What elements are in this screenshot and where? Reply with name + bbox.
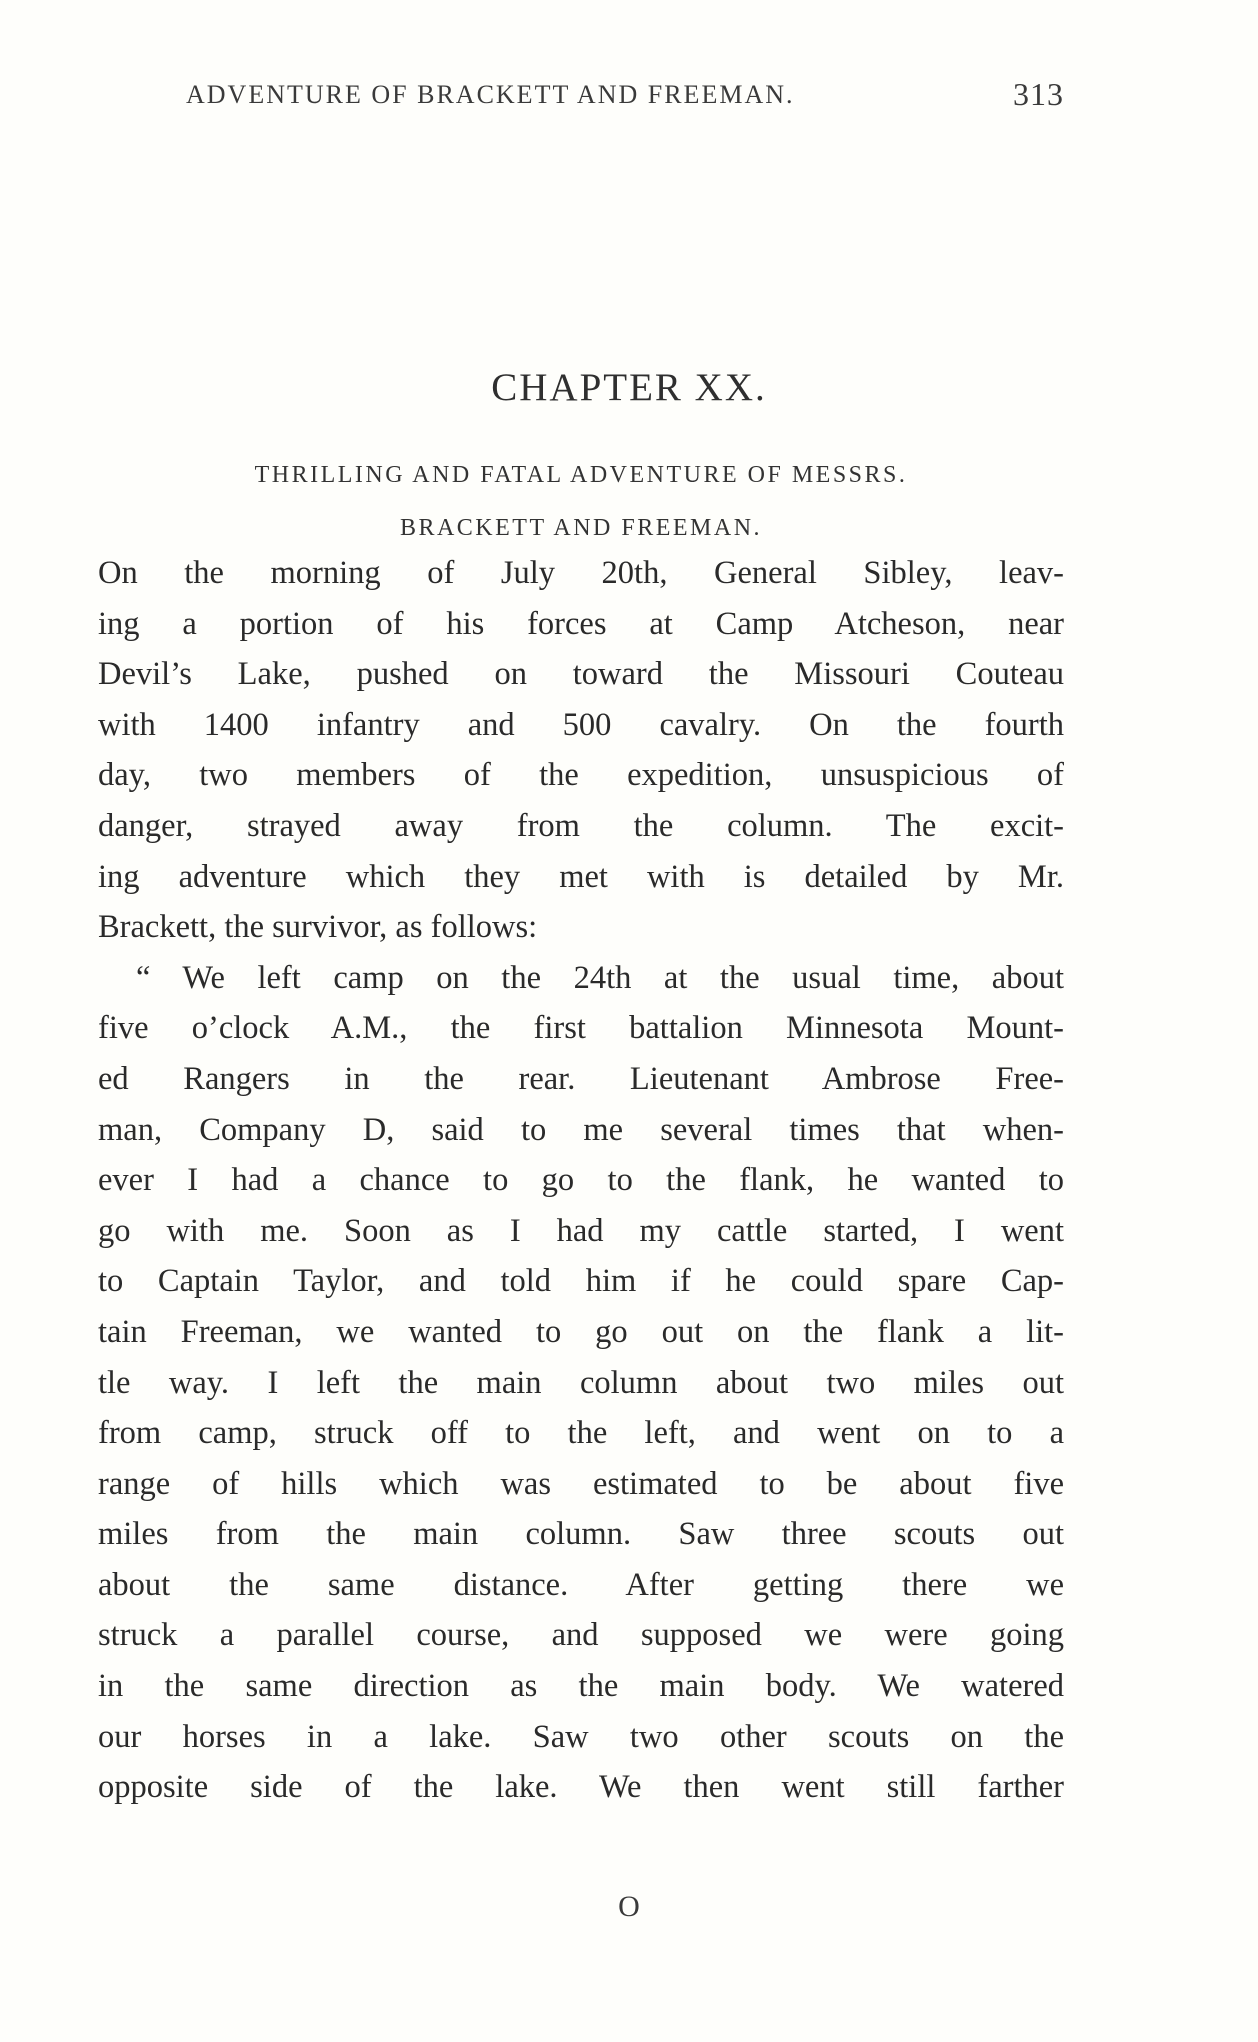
text-line: from camp, struck off to the left, and went on to a xyxy=(98,1415,1064,1452)
text-line: ever I had a chance to go to the flank, he wanted to xyxy=(98,1162,1064,1199)
text-line: go with me. Soon as I had my cattle started, I went xyxy=(98,1212,1064,1249)
running-head-title: ADVENTURE OF BRACKETT AND FREEMAN. xyxy=(186,80,795,109)
text-line: range of hills which was estimated to be about five xyxy=(98,1465,1064,1502)
page-number: 313 xyxy=(1013,76,1064,112)
chapter-title xyxy=(98,449,1064,555)
text-line: with 1400 infantry and 500 cavalry. On the fourth xyxy=(98,706,1064,743)
text-line: miles from the main column. Saw three scouts out xyxy=(98,1516,1064,1553)
text-line: in the same direction as the main body. We watered xyxy=(98,1668,1064,1705)
signature-mark: O xyxy=(618,1890,640,1923)
chapter-title-line: THRILLING AND FATAL ADVENTURE OF MESSRS. xyxy=(254,462,908,488)
text-line: Brackett, the survivor, as follows: xyxy=(98,909,538,946)
text-line: tle way. I left the main column about two miles out xyxy=(98,1364,1064,1401)
chapter-number: CHAPTER XX. xyxy=(491,366,767,409)
chapter-title-line: BRACKETT AND FREEMAN. xyxy=(399,515,763,541)
text-line: ed Rangers in the rear. Lieutenant Ambrose Free- xyxy=(98,1060,1064,1097)
text-line: opposite side of the lake. We then went still farther xyxy=(98,1769,1064,1806)
text-line: Devil’s Lake, pushed on toward the Missouri Couteau xyxy=(98,656,1064,693)
text-line: five o’clock A.M., the first battalion Minnesota Mount- xyxy=(98,1010,1064,1047)
text-line: man, Company D, said to me several times that when- xyxy=(98,1111,1064,1148)
text-line: tain Freeman, we wanted to go out on the flank a lit- xyxy=(98,1313,1064,1350)
running-head xyxy=(98,76,1064,120)
text-line: ing adventure which they met with is detailed by Mr. xyxy=(98,858,1064,895)
text-line: On the morning of July 20th, General Sibley, leav- xyxy=(98,555,1064,591)
text-line: to Captain Taylor, and told him if he could spare Cap- xyxy=(98,1263,1064,1300)
text-line: danger, strayed away from the column. The excit- xyxy=(98,807,1064,844)
text-line: “ We left camp on the 24th at the usual time, about xyxy=(136,959,1064,996)
text-line: ing a portion of his forces at Camp Atcheson, near xyxy=(98,605,1064,642)
text-line: our horses in a lake. Saw two other scouts on the xyxy=(98,1718,1064,1755)
text-line: struck a parallel course, and supposed we were going xyxy=(98,1617,1064,1654)
text-line: about the same distance. After getting there we xyxy=(98,1566,1064,1603)
text-line: day, two members of the expedition, unsuspicious of xyxy=(98,757,1064,794)
body-text xyxy=(98,548,1064,1813)
